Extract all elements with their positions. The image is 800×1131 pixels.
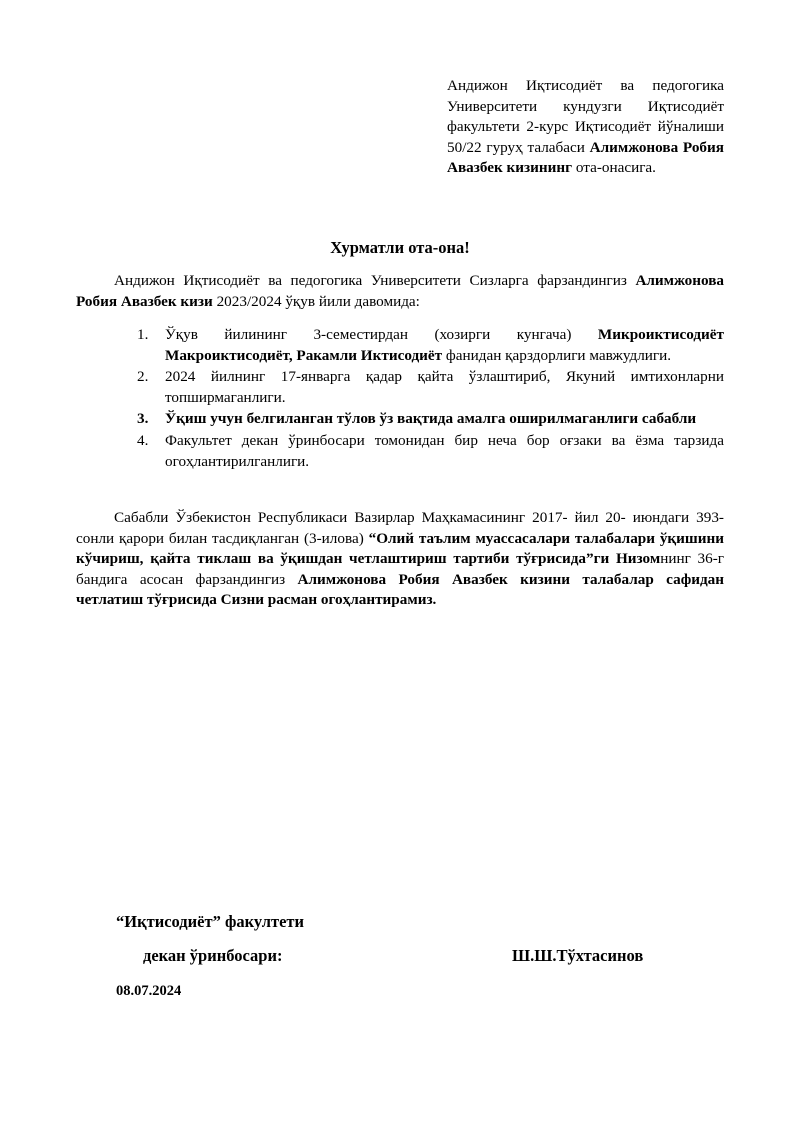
decision-paragraph: [76, 508, 724, 611]
decision-text: Сабабли Ўзбекистон Республикаси Вазирлар Маҳкамасининг 2017- йил 20- июндаги 393-сонли қарори билан тасдиқланган (3-илова): [76, 509, 724, 547]
signature-date: 08.07.2024: [116, 983, 182, 999]
signature-position: декан ўринбосари:: [143, 946, 283, 965]
intro-text: Андижон Иқтисодиёт ва педогогика Университети Сизларга фарзандингиз: [114, 272, 627, 289]
intro-student-name: Алимжонова Робия Авазбек кизи: [76, 272, 725, 310]
reason-text: Факультет декан ўринбосари томонидан бир неча бор оғзаки ва ёзма тарзида огоҳлантирилганлиги.: [165, 431, 724, 470]
addressee-block: [447, 76, 724, 179]
reason-subjects: Микроиктисодиёт Макроиктисодиёт, Ракамли Иктисодиёт: [165, 326, 724, 364]
reason-number: 3.: [137, 410, 149, 428]
addressee-suffix: ота-онасига.: [575, 159, 656, 177]
addressee-text: Андижон Иқтисодиёт ва педогогика Университети кундузги Иқтисодиёт факультети 2-курс Иқтисодиёт йўналиши 50/22 гуруҳ талабаси: [447, 77, 724, 156]
reason-text-end: фанидан қарздорлиги мавжудлиги.: [445, 346, 672, 364]
reason-item: [76, 431, 724, 472]
decision-conclusion: Алимжонова Робия Авазбек кизини талабалар сафидан четлатиш тўғрисида Сизни расман огоҳлантирамиз.: [76, 570, 724, 609]
reason-item: [76, 367, 724, 408]
letter-title: Хурматли ота-она!: [330, 238, 470, 257]
reason-item: [76, 325, 724, 366]
reason-text: Ўқиш учун белгиланган тўлов ўз вақтида амалга оширилмаганлиги сабабли: [165, 410, 697, 428]
intro-period: 2023/2024 ўқув йили давомида:: [216, 292, 420, 310]
signature-name: Ш.Ш.Тўхтасинов: [512, 946, 644, 965]
reason-number: 4.: [137, 431, 149, 449]
reason-number: 1.: [137, 326, 149, 343]
reason-item: [76, 409, 724, 430]
signature-faculty: “Иқтисодиёт” факултети: [116, 912, 305, 931]
addressee-student-name: Алимжонова Робия Авазбек кизининг: [447, 138, 724, 177]
reason-number: 2.: [137, 368, 149, 386]
intro-paragraph: [76, 271, 724, 312]
decision-basis: нинг 36-г бандига асосан фарзандингиз: [76, 550, 724, 588]
regulation-title: “Олий таълим муассасалари талабалари ўқишини кўчириш, қайта тиклаш ва ўқишдан четлаштириш тартиби тўғрисида”ги Низом: [76, 529, 725, 568]
reason-text: Ўқув йилининг 3-семестирдан (хозирги кунгача): [165, 326, 572, 343]
reason-text: 2024 йилнинг 17-январга қадар қайта ўзлаштириб, Якуний имтихонларни топширмаганлиги.: [165, 368, 724, 406]
reasons-list: [76, 325, 724, 473]
